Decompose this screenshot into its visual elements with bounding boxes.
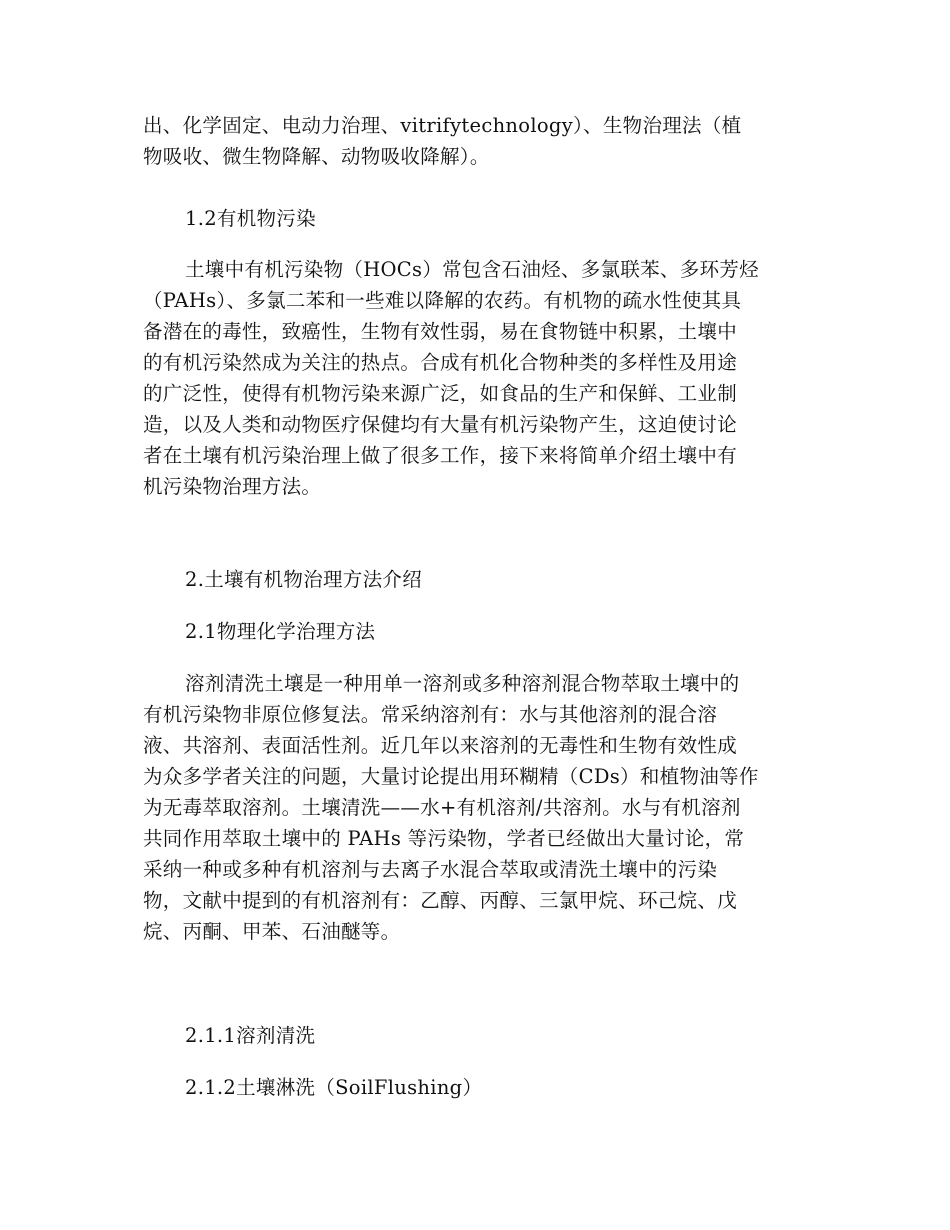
section-heading: 2.1.2土壤淋洗（SoilFlushing）: [185, 1076, 483, 1099]
text-line: 物吸收、微生物降解、动物吸收降解）。: [143, 145, 490, 168]
section-heading: 2.1物理化学治理方法: [185, 620, 376, 643]
text-line: 为众多学者关注的问题，大量讨论提出用环糊精（CDs）和植物油等作: [143, 765, 759, 788]
text-line: 者在土壤有机污染治理上做了很多工作，接下来将简单介绍土壤中有: [143, 444, 738, 467]
text-line: 有机污染物非原位修复法。常采纳溶剂有：水与其他溶剂的混合溶: [143, 703, 718, 726]
heading-2-1-2: [185, 1072, 853, 1103]
section-heading: 2.土壤有机物治理方法介绍: [185, 568, 423, 591]
section-heading: 2.1.1溶剂清洗: [185, 1024, 316, 1047]
text-line: 土壤中有机污染物（HOCs）常包含石油烃、多氯联苯、多环芳烃: [185, 258, 759, 281]
heading-2: [185, 564, 853, 595]
text-line: 的有机污染然成为关注的热点。合成有机化合物种类的多样性及用途: [143, 351, 738, 374]
text-line: 造，以及人类和动物医疗保健均有大量有机污染物产生，这迫使讨论: [143, 413, 738, 436]
paragraph-intro-continued: [143, 110, 811, 172]
text-line: 的广泛性，使得有机物污染来源广泛，如食品的生产和保鲜、工业制: [143, 382, 738, 405]
text-line: 备潜在的毒性，致癌性，生物有效性弱，易在食物链中积累，土壤中: [143, 320, 738, 343]
paragraph-solvent-washing: [143, 668, 811, 947]
heading-2-1: [185, 616, 853, 647]
heading-1-2: [185, 203, 853, 234]
text-line: 采纳一种或多种有机溶剂与去离子水混合萃取或清洗土壤中的污染: [143, 858, 718, 881]
text-line: 溶剂清洗土壤是一种用单一溶剂或多种溶剂混合物萃取土壤中的: [185, 672, 740, 695]
text-line: 液、共溶剂、表面活性剂。近几年以来溶剂的无毒性和生物有效性成: [143, 734, 738, 757]
paragraph-organic-pollution: [143, 254, 811, 502]
text-line: 机污染物治理方法。: [143, 475, 322, 498]
heading-2-1-1: [185, 1020, 853, 1051]
section-heading: 1.2有机物污染: [185, 207, 316, 230]
text-line: 为无毒萃取溶剂。土壤清洗——水+有机溶剂/共溶剂。水与有机溶剂: [143, 796, 741, 819]
text-line: （PAHs）、多氯二苯和一些难以降解的农药。有机物的疏水性使其具: [143, 289, 742, 312]
text-line: 出、化学固定、电动力治理、vitrifytechnology）、生物治理法（植: [143, 114, 742, 137]
text-line: 共同作用萃取土壤中的 PAHs 等污染物，学者已经做出大量讨论，常: [143, 827, 745, 850]
text-line: 物，文献中提到的有机溶剂有：乙醇、丙醇、三氯甲烷、环己烷、戊: [143, 889, 738, 912]
text-line: 烷、丙酮、甲苯、石油醚等。: [143, 920, 401, 943]
